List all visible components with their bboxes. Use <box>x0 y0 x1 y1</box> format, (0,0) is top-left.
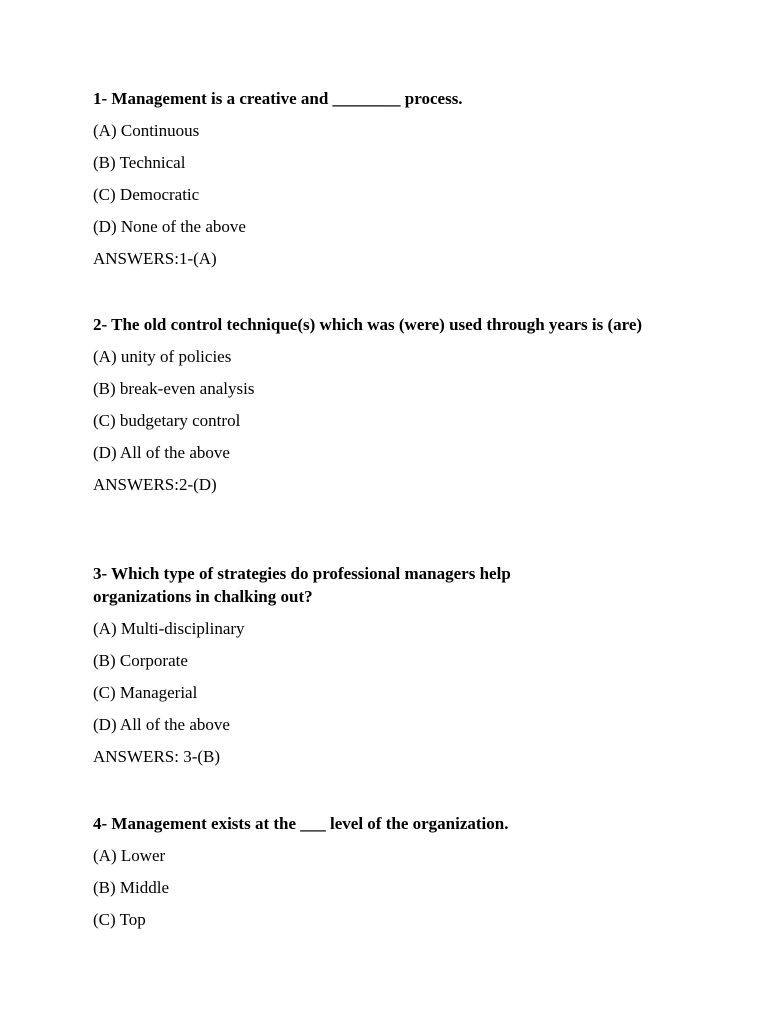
option-b: (B) Corporate <box>93 651 188 670</box>
option-b: (B) Middle <box>93 878 170 897</box>
question-title <box>93 812 693 835</box>
question-2 <box>93 313 683 496</box>
option-c: (C) Top <box>93 910 146 929</box>
question-number: 4- <box>93 814 108 833</box>
option-a: (A) Multi-disciplinary <box>93 619 245 638</box>
question-title <box>93 87 693 110</box>
option-d: (D) All of the above <box>93 715 230 734</box>
option-c: (C) Democratic <box>93 185 200 204</box>
question-text: Which type of strategies do professional managers help organizations in chalking out? <box>93 564 511 606</box>
question-text: Management is a creative and ________ process. <box>111 89 463 108</box>
question-number: 3- <box>93 564 108 583</box>
question-text: Management exists at the ___ level of the organization. <box>111 814 509 833</box>
question-text: The old control technique(s) which was (were) used through years is (are) <box>111 315 643 334</box>
question-3 <box>93 562 578 768</box>
option-b: (B) Technical <box>93 153 186 172</box>
option-a: (A) unity of policies <box>93 347 232 366</box>
option-a: (A) Continuous <box>93 121 200 140</box>
question-4 <box>93 812 693 940</box>
answer-key: ANSWERS:1-(A) <box>93 249 217 268</box>
question-title <box>93 313 683 336</box>
option-a: (A) Lower <box>93 846 166 865</box>
question-1 <box>93 87 693 270</box>
option-c: (C) Managerial <box>93 683 198 702</box>
option-d: (D) All of the above <box>93 443 230 462</box>
question-number: 1- <box>93 89 108 108</box>
answer-key: ANSWERS: 3-(B) <box>93 747 221 766</box>
question-number: 2- <box>93 315 108 334</box>
option-c: (C) budgetary control <box>93 411 241 430</box>
option-b: (B) break-even analysis <box>93 379 255 398</box>
option-d: (D) None of the above <box>93 217 246 236</box>
answer-key: ANSWERS:2-(D) <box>93 475 217 494</box>
question-title <box>93 562 578 608</box>
